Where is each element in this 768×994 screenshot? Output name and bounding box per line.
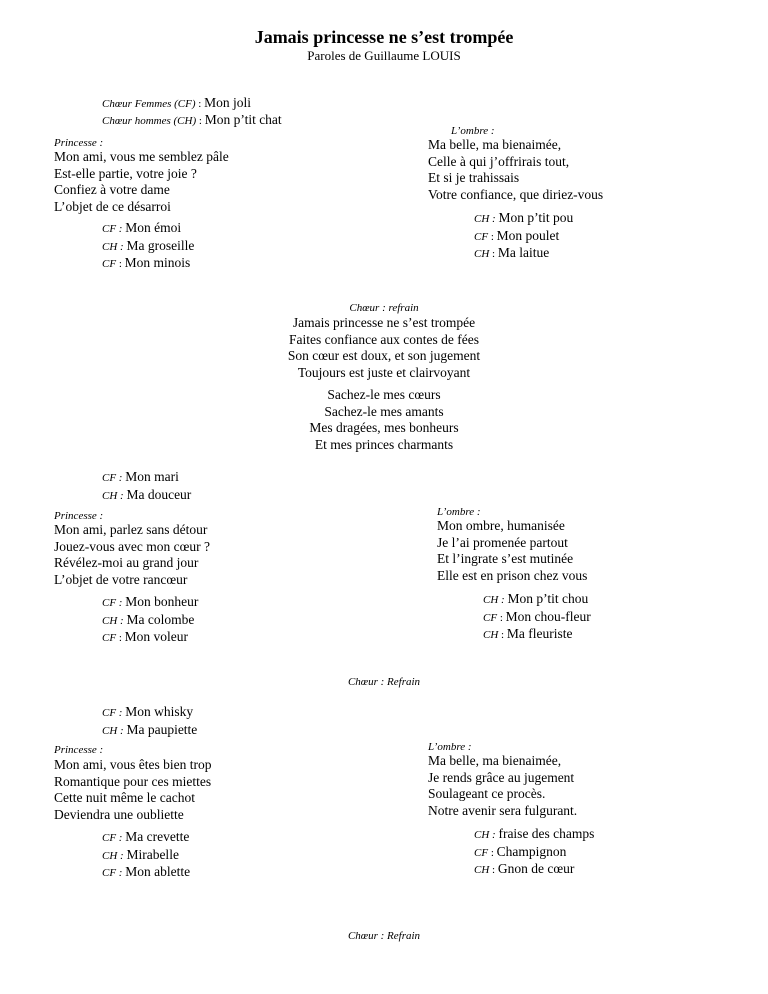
cue-line: CF : Champignon [474,843,567,859]
cue-line: CF : Mon voleur [102,629,188,644]
ombre-verse-1: Ma belle, ma bienaimée, Celle à qui j’offrirais tout, Et si je trahissais Votre confiance, que diriez-vous [428,137,604,202]
cue-line: CH : Mirabelle [102,846,179,862]
ombre-label: L’ombre : [451,125,495,137]
ombre-verse-3: Ma belle, ma bienaimée, Je rends grâce au jugement Soulageant ce procès. Notre avenir sera fulgurant. [428,753,578,818]
left-cues-3 [102,829,190,882]
cue-line: CF : Mon émoi [102,220,182,235]
princesse-label: Princesse : [54,137,104,149]
refrain-label: Chœur : Refrain [347,676,421,688]
princesse-verse-1: Mon ami, vous me semblez pâle Est-elle partie, votre joie ? Confiez à votre dame L’objet de ce désarroi [54,149,229,214]
cue-line: CF : Mon poulet [474,227,560,243]
cue-line: CF : Mon whisky [102,704,194,719]
refrain-stanza-1: Jamais princesse ne s’est trompée Faites confiance aux contes de fées Son cœur est doux, et son jugement Toujours est juste et clairvoyant [287,315,481,380]
princesse-label: Princesse : [54,744,104,756]
refrain-label: Chœur : Refrain [347,930,421,942]
right-cues-3 [474,826,594,879]
ombre-label: L’ombre : [428,741,472,753]
cue-line: CH : Ma colombe [102,611,195,627]
cue-line: CH : Mon p’tit pou [474,210,574,225]
song-subtitle: Paroles de Guillaume LOUIS [307,48,461,63]
refrain-label: Chœur : refrain [349,302,419,314]
cue-line: CF : Mon ablette [102,864,191,879]
right-cues-2 [483,591,591,644]
cue-line: CH : Ma groseille [102,237,195,253]
princesse-label: Princesse : [54,510,104,522]
cue-line: CH : Ma paupiette [102,721,198,737]
cue-line: CH : Mon p’tit chou [483,591,589,606]
intro-cues-2 [102,469,191,504]
intro-cues-3 [102,704,197,739]
cue-line: CH : Ma laitue [474,245,550,260]
cue-line: CH : fraise des champs [474,826,595,841]
cue-line: CF : Ma crevette [102,829,190,844]
cue-line: CH : Gnon de cœur [474,861,575,876]
left-cues-2 [102,594,198,647]
cue-line: CF : Mon chou-fleur [483,608,591,624]
cue-line: CF : Mon bonheur [102,594,199,609]
refrain-stanza-2: Sachez-le mes cœurs Sachez-le mes amants Mes dragées, mes bonheurs Et mes princes charmants [309,387,459,452]
left-cues-1 [102,220,194,273]
song-title: Jamais princesse ne s’est trompée [254,27,514,47]
cue-line: CF : Mon mari [102,469,179,484]
princesse-verse-3: Mon ami, vous êtes bien trop Romantique pour ces miettes Cette nuit même le cachot Deviendra une oubliette [54,757,212,822]
cue-line: CH : Ma douceur [102,486,192,502]
intro-cue: Chœur Femmes (CF) : Mon joli [102,95,251,110]
intro-cue: Chœur hommes (CH) : Mon p’tit chat [102,112,282,127]
cue-line: CH : Ma fleuriste [483,626,573,641]
ombre-label: L’ombre : [437,506,481,518]
right-cues-1 [474,210,573,263]
ombre-verse-2: Mon ombre, humanisée Je l’ai promenée partout Et l’ingrate s’est mutinée Elle est en prison chez vous [437,518,588,583]
princesse-verse-2: Mon ami, parlez sans détour Jouez-vous avec mon cœur ? Révélez-moi au grand jour L’objet de votre rancœur [54,522,210,587]
cue-line: CF : Mon minois [102,255,191,270]
